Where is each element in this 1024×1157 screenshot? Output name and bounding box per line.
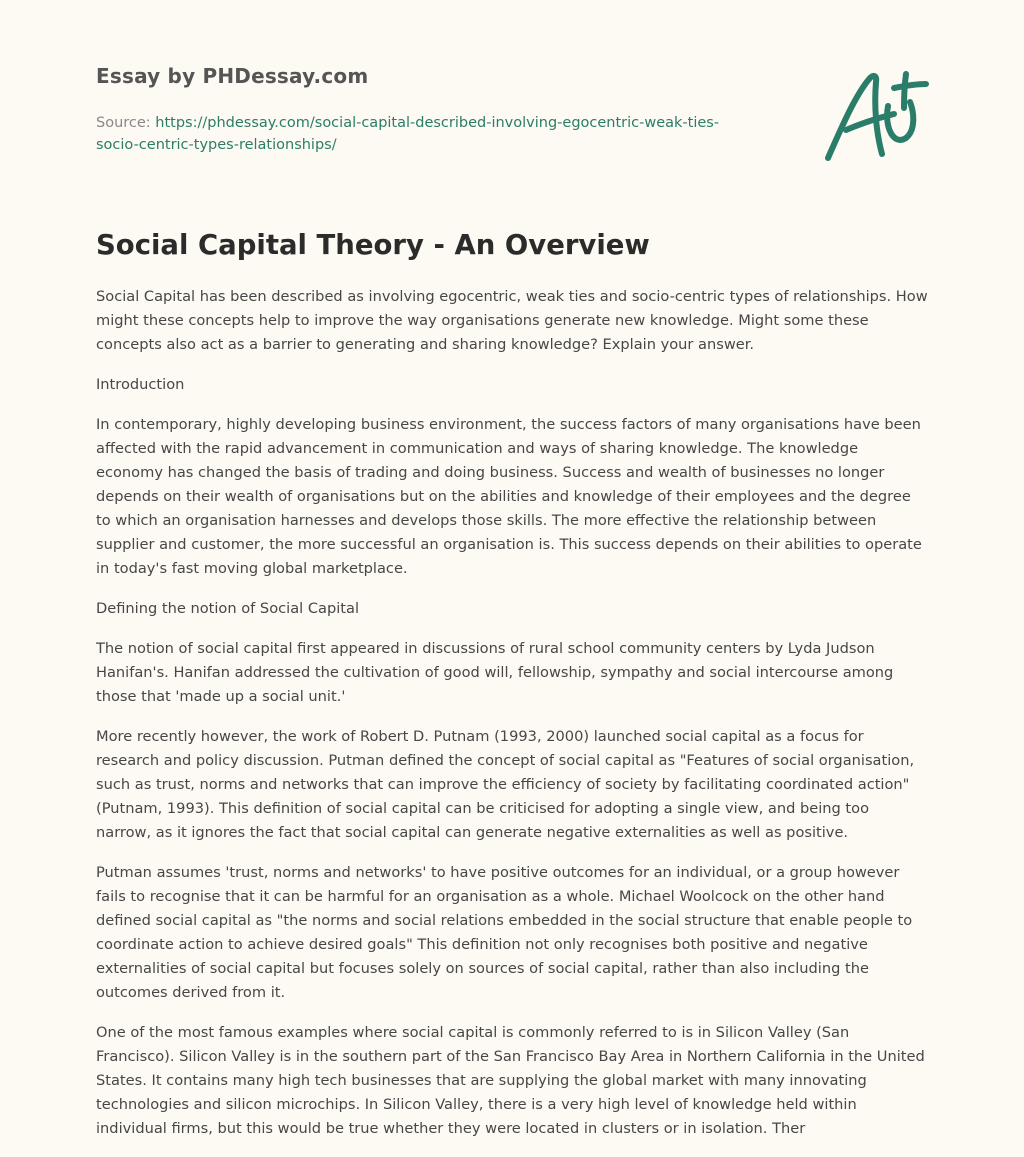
- body-paragraph: In contemporary, highly developing business environment, the success factors of many organisations have been affected with the rapid advancement in communication and ways of sharing knowledge. The knowledge economy has changed the basis of trading and doing business. Success and wealth of businesses no longer depends on their wealth of organisations but on the abilities and knowledge of their employees and the degree to which an organisation harnesses and develops those skills. The more effective the relationship between supplier and customer, the more successful an organisation is. This success depends on their abilities to operate in today's fast moving global marketplace.: [96, 416, 922, 577]
- body-paragraph: Putman assumes 'trust, norms and networks' to have positive outcomes for an individual, or a group however fails to recognise that it can be harmful for an organisation as a whole. Michael Woolcock on the other hand defined social capital as "the norms and social relations embedded in the social structure that enable people to coordinate action to achieve desired goals" This definition not only recognises both positive and negative externalities of social capital but focuses solely on sources of social capital, rather than also including the outcomes derived from it.: [96, 864, 913, 1001]
- intro-question-paragraph: Social Capital has been described as involving egocentric, weak ties and socio-centric types of relationships. How might these concepts help to improve the way organisations generate new knowledge. Might some these concepts also act as a barrier to generating and sharing knowledge? Explain your answer.: [96, 288, 928, 353]
- source-label: Source:: [96, 115, 156, 131]
- section-heading-introduction: Introduction: [96, 376, 185, 393]
- page-header: [96, 0, 928, 200]
- source-line: [96, 112, 756, 156]
- section-heading-defining: Defining the notion of Social Capital: [96, 600, 360, 617]
- body-paragraph: More recently however, the work of Robert D. Putnam (1993, 2000) launched social capital as a focus for research and policy discussion. Putman defined the concept of social capital as "Features of social organisation, such as trust, norms and networks that can improve the efficiency of society by facilitating coordinated action" (Putnam, 1993). This definition of social capital can be criticised for adopting a single view, and being too narrow, as it ignores the fact that social capital can generate negative externalities as well as positive.: [96, 728, 915, 841]
- a-plus-grade-icon: [822, 66, 932, 166]
- body-paragraph: The notion of social capital first appeared in discussions of rural school community centers by Lyda Judson Hanifan's. Hanifan addressed the cultivation of good will, fellowship, sympathy and social intercourse among those that 'made up a social unit.': [96, 640, 894, 705]
- brand-name: Essay by PHDessay.com: [96, 64, 369, 88]
- body-paragraph: One of the most famous examples where social capital is commonly referred to is in Silicon Valley (San Francisco). Silicon Valley is in the southern part of the San Francisco Bay Area in Northern California in the United States. It contains many high tech businesses that are supplying the global market with many innovating technologies and silicon microchips. In Silicon Valley, there is a very high level of knowledge held within individual firms, but this would be true whether they were located in clusters or in isolation. Ther: [96, 1024, 925, 1137]
- page-title: Social Capital Theory - An Overview: [96, 229, 650, 261]
- source-link[interactable]: https://phdessay.com/social-capital-described-involving-egocentric-weak-ties-socio-centric-types-relationships/: [96, 115, 720, 153]
- essay-body: [96, 285, 928, 1157]
